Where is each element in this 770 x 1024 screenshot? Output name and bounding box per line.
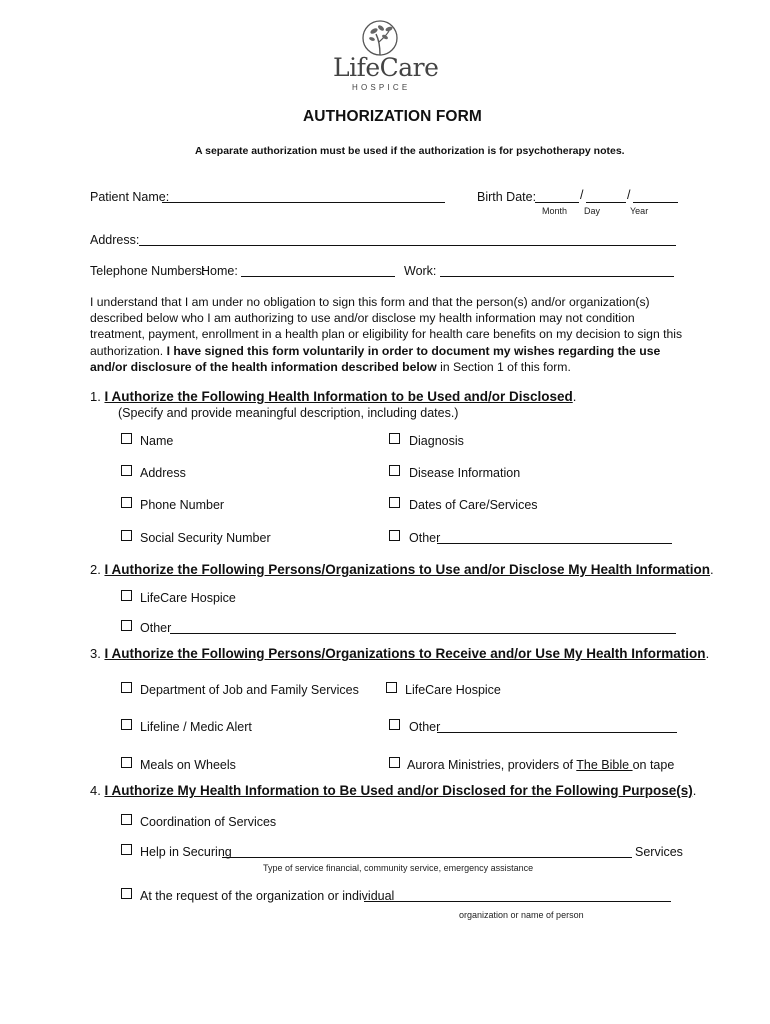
birth-day-field[interactable] <box>586 202 626 203</box>
request-field[interactable] <box>364 901 671 902</box>
aurora-ministries-checkbox[interactable] <box>389 757 400 768</box>
tree-logo-icon <box>356 18 404 58</box>
statement-plain: I understand that I am under no obligation to sign this form and that the person(s) and/or organization(s) described below who I am authorizing to use and/or disclose my health information may not condition treatment, payment, enrollment in a health plan or eligibility for health care benefits on my decision to sign this authorization. <box>90 295 683 358</box>
diagnosis-checkbox[interactable] <box>389 433 400 444</box>
aurora-ministries-label <box>407 758 674 773</box>
section-number: 1. <box>90 389 101 404</box>
other-receive-checkbox[interactable] <box>389 719 400 730</box>
page-title: AUTHORIZATION FORM <box>303 108 482 125</box>
lifecare-disclose-label: LifeCare Hospice <box>140 591 236 605</box>
home-phone-label: Home: <box>201 264 238 278</box>
home-phone-field[interactable] <box>241 276 395 277</box>
section-number: 4. <box>90 783 101 798</box>
lifeline-label: Lifeline / Medic Alert <box>140 720 252 734</box>
address-option-label: Address <box>140 466 186 480</box>
help-securing-checkbox[interactable] <box>121 844 132 855</box>
section-title: I Authorize the Following Persons/Organizations to Use and/or Disclose My Health Information <box>104 562 711 577</box>
section-title: I Authorize the Following Persons/Organizations to Receive and/or Use My Health Information <box>104 646 706 661</box>
other-disclose-checkbox[interactable] <box>121 620 132 631</box>
address-label: Address: <box>90 233 140 247</box>
lifeline-checkbox[interactable] <box>121 719 132 730</box>
logo-sub: HOSPICE <box>352 83 411 92</box>
job-family-services-checkbox[interactable] <box>121 682 132 693</box>
work-phone-field[interactable] <box>440 276 674 277</box>
patient-name-field[interactable] <box>162 202 445 203</box>
disease-info-checkbox[interactable] <box>389 465 400 476</box>
lifecare-disclose-checkbox[interactable] <box>121 590 132 601</box>
section-number: 3. <box>90 646 101 661</box>
help-securing-caption: Type of service financial, community service, emergency assistance <box>263 863 534 873</box>
section-3-heading <box>90 646 709 662</box>
request-label: At the request of the organization or individual <box>140 889 395 903</box>
lifecare-receive-label: LifeCare Hospice <box>405 683 501 697</box>
year-caption: Year <box>630 206 649 216</box>
address-field[interactable] <box>139 245 676 246</box>
other-receive-field[interactable] <box>437 732 677 733</box>
meals-on-wheels-checkbox[interactable] <box>121 757 132 768</box>
work-phone-label: Work: <box>404 264 437 278</box>
diagnosis-option-label: Diagnosis <box>409 434 464 448</box>
section-number: 2. <box>90 562 101 577</box>
coordination-checkbox[interactable] <box>121 814 132 825</box>
statement-bold: I have signed this form voluntarily in order to document my wishes regarding the use and/or disclosure of the health information described below <box>90 343 661 374</box>
section-title: I Authorize the Following Health Information to be Used and/or Disclosed <box>104 389 573 404</box>
request-checkbox[interactable] <box>121 888 132 899</box>
disease-info-option-label: Disease Information <box>409 466 521 480</box>
other-receive-label: Other <box>409 720 441 734</box>
dates-of-care-checkbox[interactable] <box>389 497 400 508</box>
section-1-heading <box>90 389 576 405</box>
section-title: I Authorize My Health Information to Be Used and/or Disclosed for the Following Purpose(s) <box>104 783 693 798</box>
dates-of-care-option-label: Dates of Care/Services <box>409 498 538 512</box>
section-period: . <box>692 783 697 798</box>
other-info-field[interactable] <box>437 543 672 544</box>
meals-on-wheels-label: Meals on Wheels <box>140 758 236 772</box>
month-caption: Month <box>542 206 568 216</box>
date-separator: / <box>627 188 631 202</box>
telephone-label: Telephone Numbers: <box>90 264 206 278</box>
day-caption: Day <box>584 206 601 216</box>
birth-date-label: Birth Date: <box>477 190 537 204</box>
name-option-label: Name <box>140 434 174 448</box>
other-disclose-field[interactable] <box>170 633 676 634</box>
name-checkbox[interactable] <box>121 433 132 444</box>
section-4-heading <box>90 783 696 799</box>
other-disclose-label: Other <box>140 621 172 635</box>
birth-year-field[interactable] <box>633 202 678 203</box>
job-family-services-label: Department of Job and Family Services <box>140 683 359 697</box>
section-period: . <box>710 562 714 577</box>
other-info-checkbox[interactable] <box>389 530 400 541</box>
date-separator: / <box>580 188 584 202</box>
aurora-bible-text: The Bible <box>576 758 633 772</box>
ssn-checkbox[interactable] <box>121 530 132 541</box>
ssn-option-label: Social Security Number <box>140 531 271 545</box>
lifecare-receive-checkbox[interactable] <box>386 682 397 693</box>
section-2-heading <box>90 562 714 578</box>
section-1-note: (Specify and provide meaningful description, including dates.) <box>118 406 459 420</box>
help-securing-label: Help in Securing <box>140 845 232 859</box>
aurora-text: Aurora Ministries, providers of <box>407 758 577 772</box>
logo-name: LifeCare <box>333 53 439 82</box>
psychotherapy-notice: A separate authorization must be used if the authorization is for psychotherapy notes. <box>195 145 625 157</box>
phone-number-option-label: Phone Number <box>140 498 225 512</box>
aurora-tape-text: on tape <box>632 758 675 772</box>
services-label: Services <box>635 845 683 859</box>
other-info-option-label: Other <box>409 531 441 545</box>
request-caption: organization or name of person <box>459 910 584 920</box>
section-period: . <box>705 646 710 661</box>
statement-end: in Section 1 of this form. <box>436 359 571 374</box>
section-period: . <box>572 389 577 404</box>
address-checkbox[interactable] <box>121 465 132 476</box>
consent-statement <box>90 294 690 375</box>
coordination-label: Coordination of Services <box>140 815 277 829</box>
patient-name-label: Patient Name: <box>90 190 170 204</box>
phone-number-checkbox[interactable] <box>121 497 132 508</box>
birth-month-field[interactable] <box>535 202 579 203</box>
help-securing-field[interactable] <box>222 857 632 858</box>
